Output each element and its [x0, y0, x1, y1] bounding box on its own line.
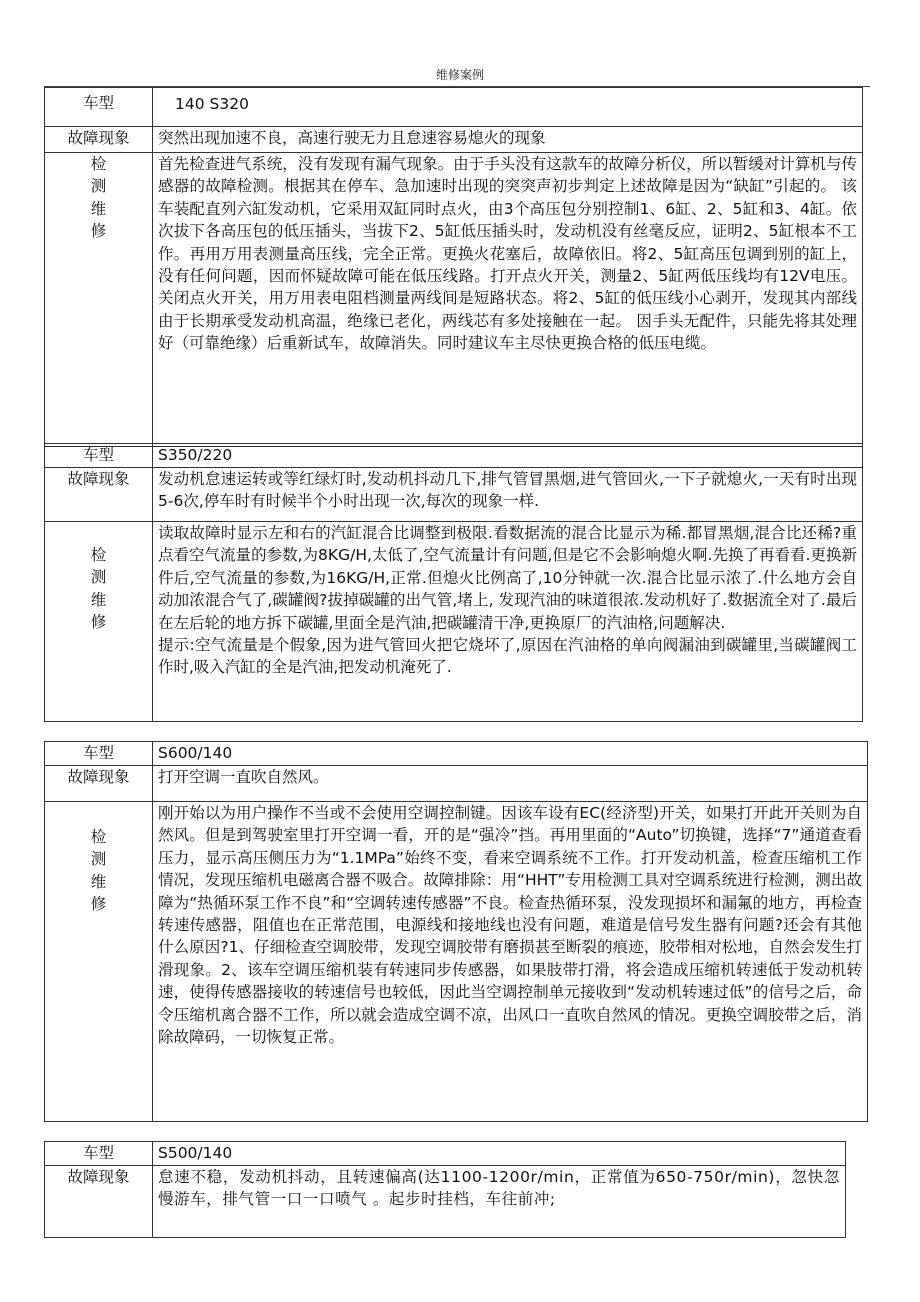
repair-label-char: 维	[90, 590, 107, 609]
repair-row	[45, 802, 868, 1122]
symptom-label: 故障现象	[45, 127, 153, 153]
repair-row	[45, 522, 863, 722]
case-table-3	[44, 741, 868, 1122]
repair-label-char: 检	[90, 155, 107, 173]
model-label: 车型	[45, 444, 153, 468]
symptom-label: 故障现象	[45, 766, 153, 802]
model-label: 车型	[45, 88, 153, 127]
repair-label-char: 测	[90, 568, 107, 587]
page-header: 维修案例	[435, 68, 484, 82]
symptom-row	[45, 468, 863, 522]
repair-label	[45, 522, 153, 722]
symptom-row	[45, 127, 863, 153]
repair-text: 首先检查进气系统，没有发现有漏气现象。由于手头没有这款车的故障分析仪，所以暂缓对计算机与传感器的故障检测。根据其在停车、急加速时出现的突突声初步判定上述故障是因为“缺缸”引起的。 该车装配直列六缸发动机，它采用双缸同时点火，由3个高压包分别控制1、6缸、2、5缸和3、4缸。依次拔下各高压包的低压插头，当拔下2、5缸低压插头时，发动机没有丝毫反应，证明2、5缸根本不工作。再用万用表测量高压线，完全正常。更换火花塞后，故障依旧。将2、5缸高压包调到别的缸上，没有任何问题，因而怀疑故障可能在低压线路。打开点火开关，测量2、5缸两低压线均有12V电压。关闭点火开关，用万用表电阻档测量两线间是短路状态。将2、5缸的低压线小心剥开，发现其内部线由于长期承受发动机高温，绝缘已老化，两线芯有多处接触在一起。 因手头无配件，只能先将其处理好（可靠绝缘）后重新试车，故障消失。同时建议车主尽快更换合格的低压电缆。	[153, 153, 863, 447]
repair-label-char: 测	[90, 177, 107, 196]
repair-label-char: 修	[90, 222, 107, 241]
model-value: S500/140	[153, 1142, 846, 1166]
symptom-text: 怠速不稳，发动机抖动，且转速偏高(达1100-1200r/min，正常值为650-750r/min)，忽快忽慢游车，排气管一口一口喷气 。起步时挂档，车往前冲;	[153, 1166, 846, 1238]
model-label: 车型	[45, 1142, 153, 1166]
repair-label-char: 修	[90, 613, 107, 632]
symptom-text: 发动机怠速运转或等红绿灯时,发动机抖动几下,排气管冒黑烟,进气管回火,一下子就熄火,一天有时出现5-6次,停车时有时候半个小时出现一次,每次的现象一样.	[153, 468, 863, 522]
model-value: 140 S320	[153, 88, 863, 127]
model-value: S350/220	[153, 444, 863, 468]
symptom-label: 故障现象	[45, 468, 153, 522]
repair-label	[45, 153, 153, 447]
model-row	[45, 444, 863, 468]
model-value: S600/140	[153, 742, 868, 766]
case-table-4	[44, 1141, 846, 1238]
repair-row	[45, 153, 863, 447]
repair-text: 刚开始以为用户操作不当或不会使用空调控制键。因该车设有EC(经济型)开关，如果打开此开关则为自然风。但是到驾驶室里打开空调一看，开的是“强冷”挡。再用里面的“Auto”切换键，选择“7”通道查看压力，显示高压侧压力为“1.1MPa”始终不变，看来空调系统不工作。打开发动机盖，检查压缩机工作情况，发现压缩机电磁离合器不吸合。故障排除：用“HHT”专用检测工具对空调系统进行检测，测出故障为“热循环泵工作不良”和“空调转速传感器”不良。检查热循环泵，没发现损坏和漏氟的地方，再检查转速传感器，阻值也在正常范围，电源线和接地线也没有问题，难道是信号发生器有问题?还会有其他什么原因?1、仔细检查空调胶带，发现空调胶带有磨损甚至断裂的痕迹，胶带相对松地，自然会发生打滑现象。2、该车空调压缩机装有转速同步传感器，如果肢带打滑，将会造成压缩机转速低于发动机转速，使得传感器接收的转速信号也较低，因此当空调控制单元接收到“发动机转速过低”的信号之后，命令压缩机离合器不工作，所以就会造成空调不凉，出风口一直吹自然风的情况。更换空调胶带之后，消除故障码，一切恢复正常。	[153, 802, 868, 1122]
symptom-row	[45, 1166, 846, 1238]
symptom-label: 故障现象	[45, 1166, 153, 1238]
model-row	[45, 742, 868, 766]
model-label: 车型	[45, 742, 153, 766]
case-table-2	[44, 443, 863, 722]
repair-text: 读取故障时显示左和右的汽缸混合比调整到极限.看数据流的混合比显示为稀.都冒黑烟,混合比还稀?重点看空气流量的参数,为8KG/H,太低了,空气流量计有问题,但是它不会影响熄火啊.先换了再看看.更换新件后,空气流量的参数,为16KG/H,正常.但熄火比例高了,10分钟就一次.混合比显示浓了.什么地方会自动加浓混合气了,碳罐阀?拔掉碳罐的出气管,堵上, 发现汽油的味道很浓.发动机好了.数据流全对了.最后在左后轮的地方拆下碳罐,里面全是汽油,把碳罐清干净,更换原厂的汽油格,问题解决.	[158, 524, 857, 632]
symptom-text: 突然出现加速不良，高速行驶无力且怠速容易熄火的现象	[153, 127, 863, 153]
repair-tip: 提示:空气流量是个假象,因为进气管回火把它烧坏了,原因在汽油格的单向阀漏油到碳罐里,当碳罐阀工作时,吸入汽缸的全是汽油,把发动机淹死了.	[158, 636, 857, 677]
repair-label-char: 修	[90, 895, 107, 914]
model-row	[45, 88, 863, 127]
model-row	[45, 1142, 846, 1166]
repair-label-char: 检	[90, 828, 107, 846]
repair-label	[45, 802, 153, 1122]
repair-label-char: 维	[90, 872, 107, 891]
repair-cell	[153, 522, 863, 722]
repair-label-char: 维	[90, 199, 107, 218]
repair-label-char: 测	[90, 850, 107, 869]
symptom-row	[45, 766, 868, 802]
symptom-text: 打开空调一直吹自然风。	[153, 766, 868, 802]
repair-label-char: 检	[90, 546, 107, 564]
case-table-1	[44, 87, 863, 447]
